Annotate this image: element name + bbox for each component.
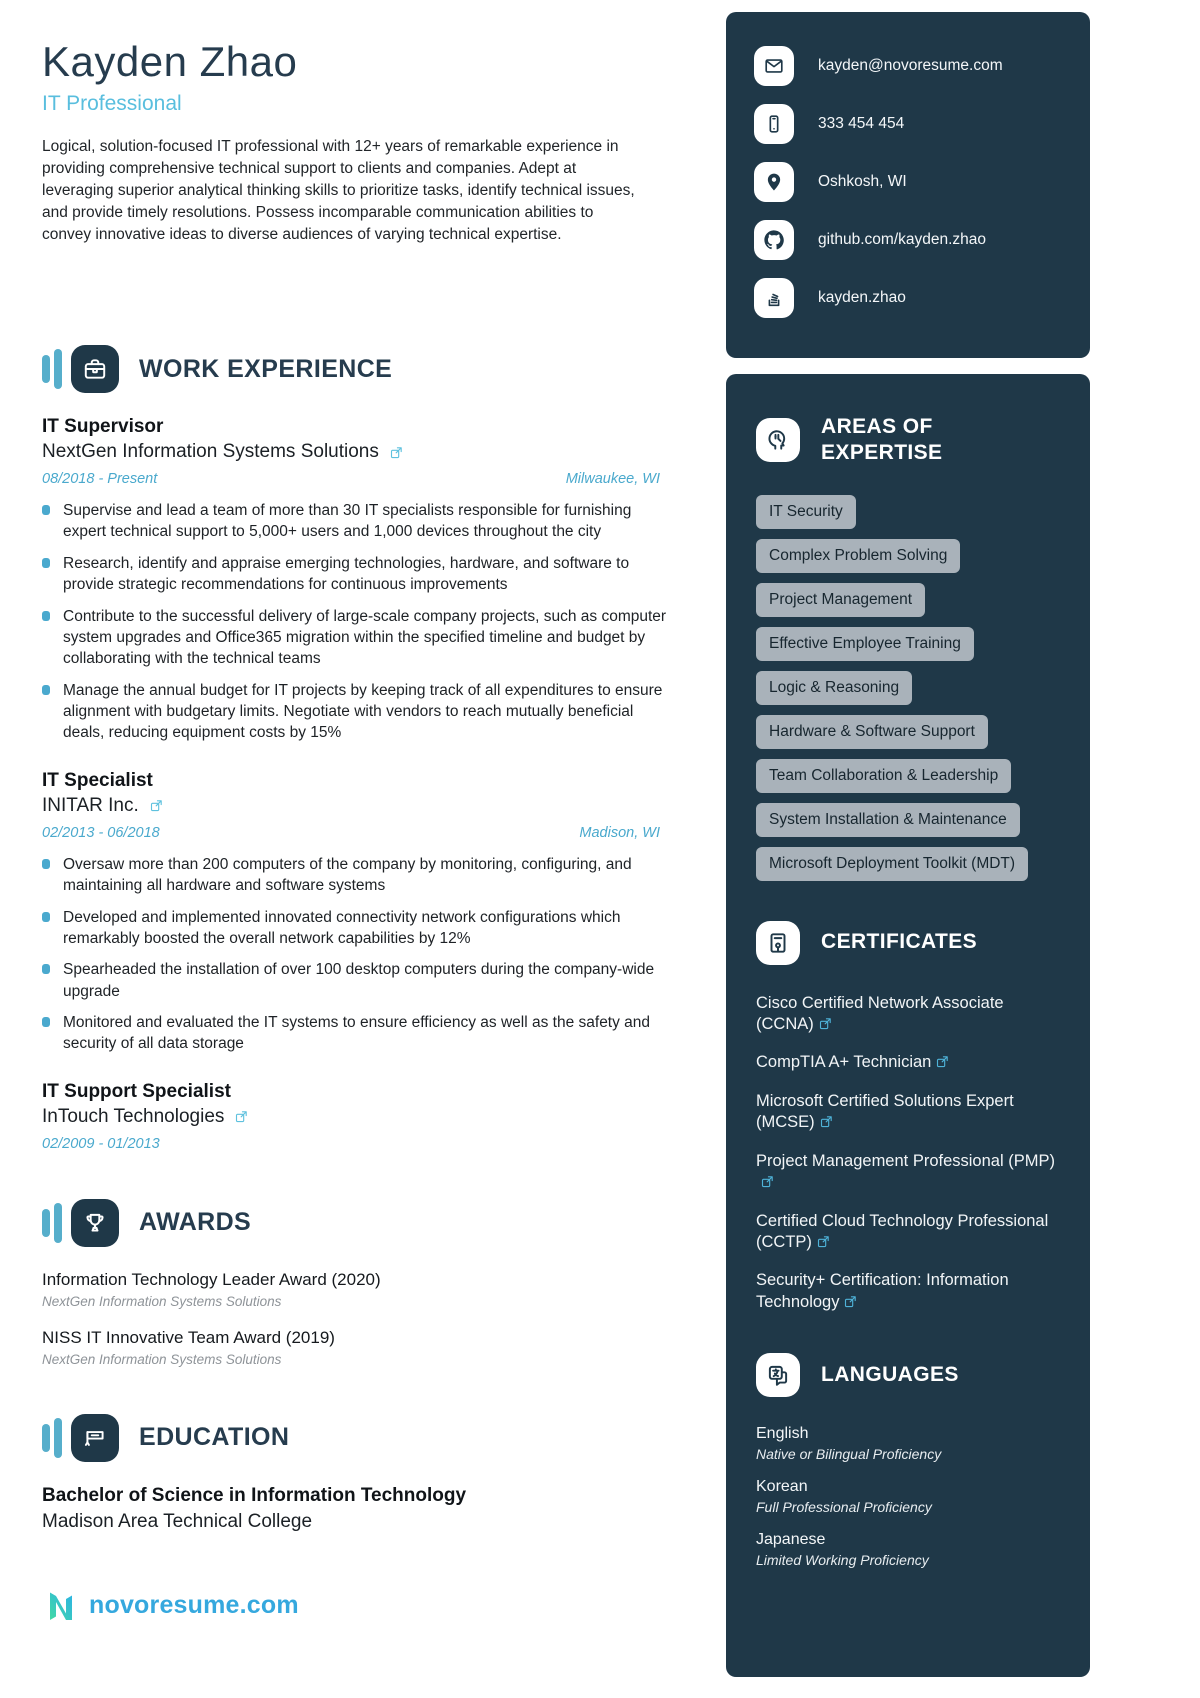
section-title: AREAS OF EXPERTISE [821,415,943,465]
section-title: AWARDS [139,1208,252,1237]
job-location: Madison, WI [579,824,660,841]
bullet-marker [42,1017,50,1027]
skill-tag: Project Management [756,583,925,617]
contact-location-row [754,162,1062,202]
location-icon [754,162,794,202]
job-bullets [42,854,690,1055]
skill-tag: Microsoft Deployment Toolkit (MDT) [756,847,1028,881]
job-company-name: INITAR Inc. [42,794,139,816]
bullet-text: Developed and implemented innovated connectivity network configurations which remarkably boosted the overall network capabilities by 12% [63,908,621,947]
award-organization: NextGen Information Systems Solutions [42,1293,282,1309]
contact-email-row [754,46,1062,86]
external-link-icon[interactable] [819,1114,834,1129]
bullet-marker [42,611,50,621]
bullet-text: Manage the annual budget for IT projects by keeping track of all expenditures to ensure alignment with budgetary limits. Negotiate with vendors to reach mutually beneficial deals, reducing equipment costs by 15% [63,681,663,742]
certificate-text: CompTIA A+ Technician [756,1053,932,1072]
bullet-marker [42,912,50,922]
contact-location: Oshkosh, WI [818,173,907,190]
award-organization: NextGen Information Systems Solutions [42,1351,282,1367]
bullet-marker [42,964,50,974]
certificate-text: Microsoft Certified Solutions Expert (MCSE) [756,1091,1014,1132]
job-location: Milwaukee, WI [565,471,660,487]
awards-list [42,1270,690,1367]
school-name: Madison Area Technical College [42,1510,313,1532]
work-experience-header [42,344,690,394]
section-title: CERTIFICATES [821,930,978,954]
language-item [756,1478,1060,1515]
bullet-item [42,959,667,1002]
job-company-name: InTouch Technologies [42,1105,225,1127]
bullet-item [42,553,667,596]
novoresume-logo[interactable] [42,1587,690,1625]
person-title: IT Professional [42,92,182,115]
languages-icon [756,1353,800,1397]
novoresume-logo-text: novoresume.com [89,1591,299,1620]
award-item [42,1328,690,1367]
award-title: NISS IT Innovative Team Award (2019) [42,1327,335,1347]
bullet-text: Monitored and evaluated the IT systems to ensure efficiency as well as the safety and security of all data storage [63,1014,651,1053]
expertise-tags [756,495,1060,881]
job-company [42,795,690,817]
job-entry [42,416,690,744]
certificate-item [756,1211,1060,1254]
certificate-item [756,1091,1060,1134]
certificate-text: Security+ Certification: Information Technology [756,1271,1009,1311]
github-icon [754,220,794,260]
bullet-text: Research, identify and appraise emerging technologies, hardware, and software to provide strategic recommendations for continuous improvements [63,554,630,594]
job-title: IT Support Specialist [42,1080,231,1102]
education-section [42,1413,690,1533]
job-company-name: NextGen Information Systems Solutions [42,441,379,462]
awards-header [42,1198,690,1248]
bullet-item [42,680,667,744]
degree-title: Bachelor of Science in Information Technology [42,1484,467,1506]
job-entry [42,770,690,1055]
contact-email: kayden@novoresume.com [818,57,1003,74]
job-dates: 08/2018 - Present [42,471,158,487]
external-link-icon[interactable] [935,1054,950,1069]
certificate-item [756,993,1060,1036]
languages-header [756,1353,1060,1397]
certificate-icon [756,921,800,965]
summary-text: Logical, solution-focused IT professional with 12+ years of remarkable experience in providing comprehensive technical support to clients and companies. Adept at leveraging superior analytical thinking skills to prioritize tasks, identify technical issues, and provide timely resolutions. Possess incomparable communication abilities to convey innovative ideas to diverse audiences of varying technical expertise. [42,138,635,243]
job-meta [42,471,660,487]
contact-phone: 333 454 454 [818,115,905,132]
phone-icon [754,104,794,144]
section-accent-arcs [42,1203,66,1243]
bullet-item [42,1012,667,1055]
section-title: EDUCATION [139,1423,290,1452]
bullet-marker [42,558,50,568]
section-title: LANGUAGES [821,1363,959,1387]
language-proficiency: Full Professional Proficiency [756,1499,932,1516]
language-proficiency: Limited Working Proficiency [756,1552,929,1569]
certificate-item [756,1151,1060,1194]
language-name: English [756,1425,809,1443]
job-meta [42,1136,660,1152]
bullet-item [42,854,667,897]
language-proficiency: Native or Bilingual Proficiency [756,1446,942,1463]
languages-list [756,1425,1060,1568]
expertise-header [756,414,1060,467]
job-entry [42,1081,690,1152]
bullet-item [42,500,667,543]
education-header [42,1413,690,1463]
education-icon [71,1414,119,1462]
work-experience-section [42,344,690,1152]
sidebar-main-panel [726,374,1090,1677]
bullet-text: Contribute to the successful delivery of large-scale company projects, such as computer system upgrades and Office365 migration within the specified timeline and budget by collaborating with the technical teams [63,607,667,668]
person-name: Kayden Zhao [42,38,298,85]
email-icon [754,46,794,86]
bullet-text: Spearheaded the installation of over 100 desktop computers during the company-wide upgrade [63,961,655,1000]
skill-tag: Logic & Reasoning [756,671,912,705]
section-title: WORK EXPERIENCE [139,354,393,383]
job-company [42,1106,690,1128]
novoresume-n-icon [42,1587,80,1625]
skill-tag: System Installation & Maintenance [756,803,1020,837]
job-meta [42,825,660,841]
contact-panel [726,12,1090,358]
external-link-icon[interactable] [234,1109,249,1124]
skill-tag: IT Security [756,495,856,529]
certificate-item [756,1052,1060,1073]
main-column [42,38,690,1625]
bullet-marker [42,859,50,869]
contact-github: github.com/kayden.zhao [818,231,987,248]
external-link-icon[interactable] [818,1016,833,1031]
certificate-text: Certified Cloud Technology Professional (CCTP) [756,1211,1049,1251]
certificate-text: Project Management Professional (PMP) [756,1151,1055,1170]
certificates-header [756,921,1060,965]
language-name: Korean [756,1478,808,1496]
bullet-text: Oversaw more than 200 computers of the company by monitoring, configuring, and maintaining all hardware and software systems [63,855,632,895]
section-accent-arcs [42,1418,66,1458]
bullet-marker [42,685,50,695]
language-item [756,1531,1060,1568]
certificate-item [756,1270,1060,1313]
job-bullets [42,500,690,744]
external-link-icon[interactable] [843,1294,858,1309]
job-dates: 02/2013 - 06/2018 [42,824,160,841]
bullet-item [42,606,667,670]
sidebar [726,12,1090,1677]
certificate-text: Cisco Certified Network Associate (CCNA) [756,993,1004,1033]
award-item [42,1270,690,1309]
external-link-icon[interactable] [760,1174,775,1189]
awards-section [42,1198,690,1367]
language-name: Japanese [756,1531,826,1549]
bullet-marker [42,505,50,515]
briefcase-icon [71,345,119,393]
certificates-list [756,993,1060,1314]
contact-stackoverflow-row [754,278,1062,318]
bullet-text: Supervise and lead a team of more than 30 IT specialists responsible for furnishing expert technical support to 5,000+ users and 1,000 devices throughout the city [63,502,632,541]
language-item [756,1425,1060,1462]
external-link-icon[interactable] [149,798,164,813]
section-accent-arcs [42,349,66,389]
job-company [42,441,690,463]
trophy-icon [71,1199,119,1247]
contact-github-row [754,220,1062,260]
skill-tag: Complex Problem Solving [756,539,960,573]
stackoverflow-icon [754,278,794,318]
job-dates: 02/2009 - 01/2013 [42,1135,160,1152]
award-title: Information Technology Leader Award (2020) [42,1269,381,1289]
external-link-icon[interactable] [389,445,404,460]
contact-stackoverflow: kayden.zhao [818,289,906,306]
bullet-item [42,907,667,950]
job-title: IT Specialist [42,769,153,791]
skill-tag: Team Collaboration & Leadership [756,759,1011,793]
skill-tag: Hardware & Software Support [756,715,988,749]
expertise-icon [756,418,800,462]
skill-tag: Effective Employee Training [756,627,974,661]
contact-phone-row [754,104,1062,144]
job-title: IT Supervisor [42,416,164,437]
external-link-icon[interactable] [816,1234,831,1249]
